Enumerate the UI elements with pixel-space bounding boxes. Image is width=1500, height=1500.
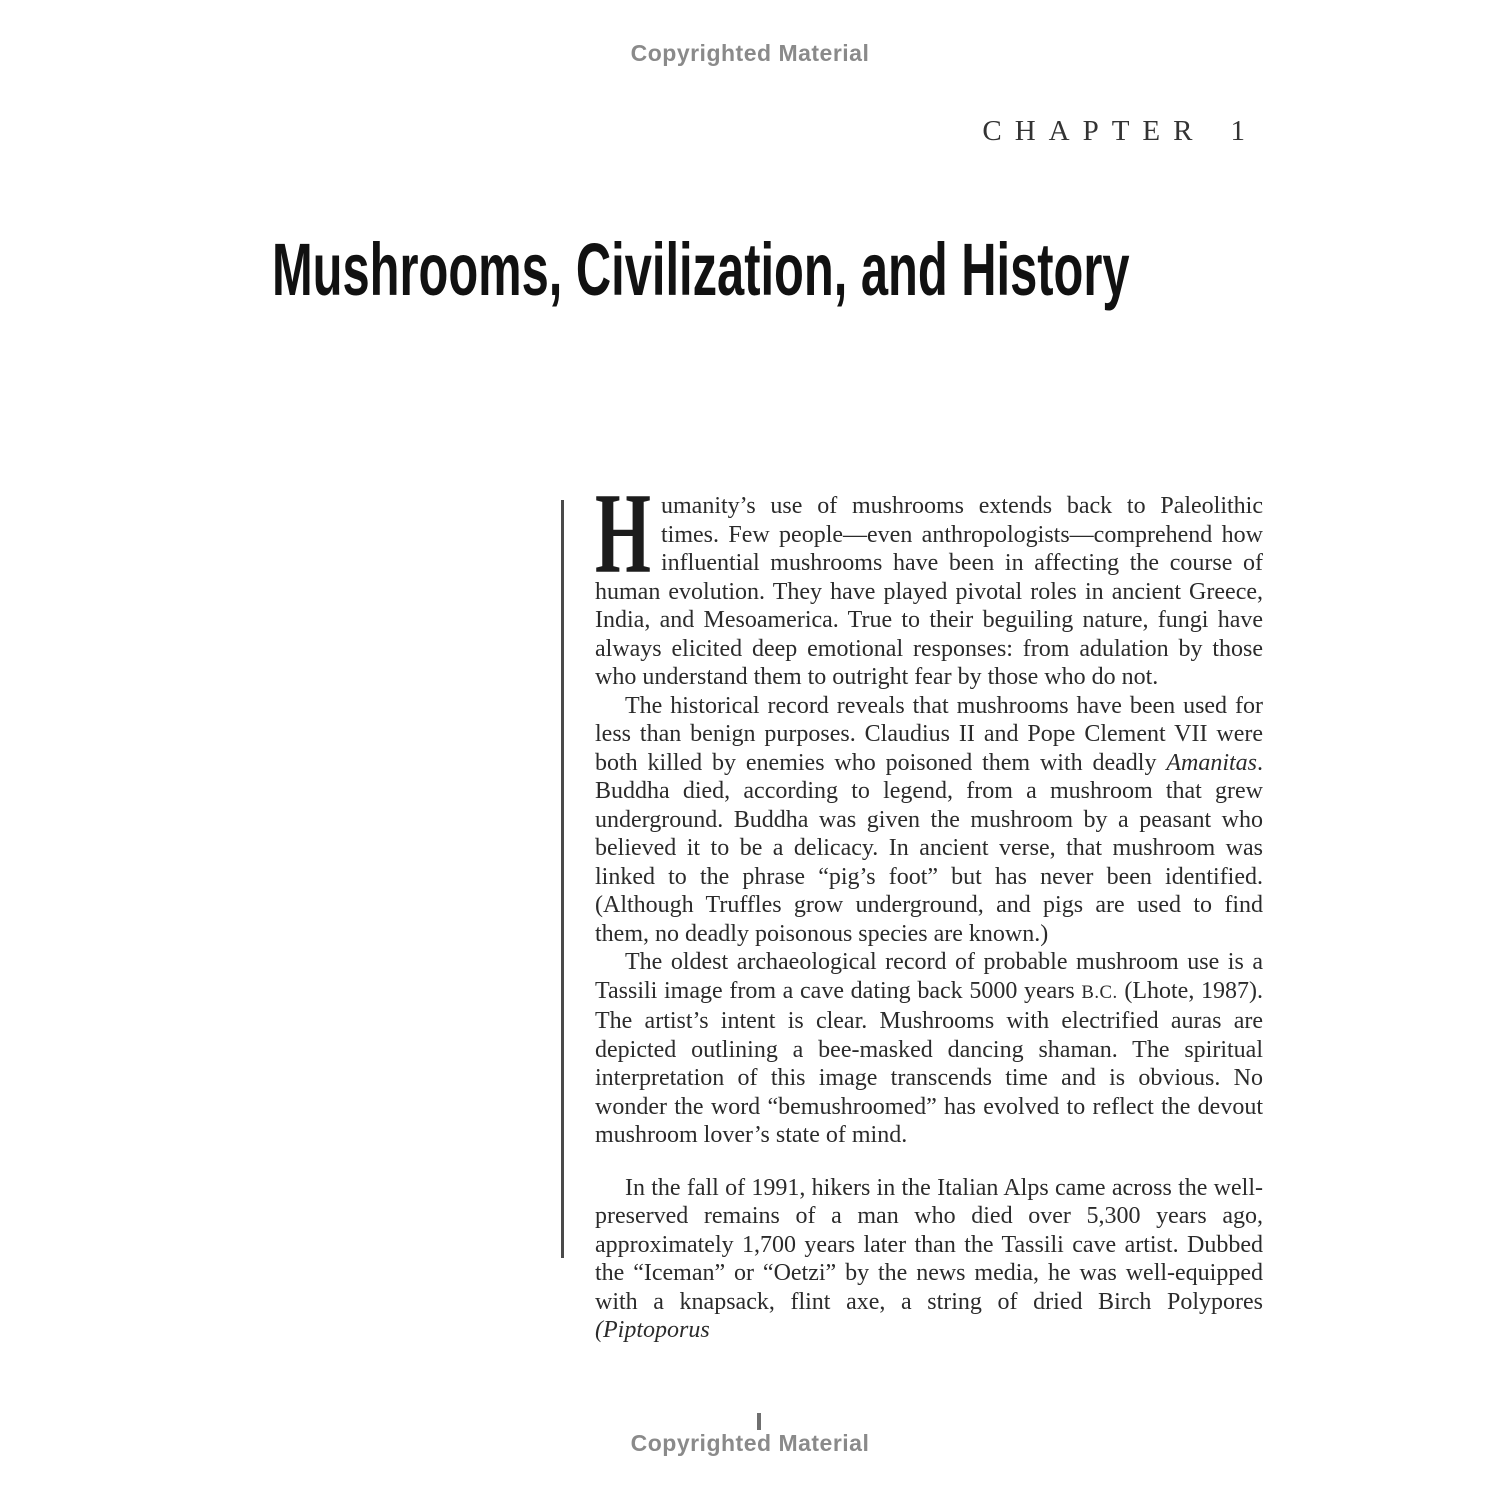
text-segment: In the fall of 1991, hikers in the Italian Alps came across the well-preserved remains of a man who died over 5,300 years ago, approximately 1,700 years later than the Tassili cave artist. Dubbed the “Iceman” or “Oetzi” by the news media, he was well-equipped with a knapsack, flint axe, a string of dried Birch Polypores <box>595 1174 1263 1315</box>
copyright-watermark-top: Copyrighted Material <box>630 40 870 66</box>
text-segment: B.C. <box>1081 981 1118 1003</box>
paragraph <box>595 692 1263 949</box>
paragraph <box>595 1174 1263 1345</box>
copyright-watermark-bottom: Copyrighted Material <box>630 1430 870 1456</box>
text-segment: . Buddha died, according to legend, from a mushroom that grew underground. Buddha was given the mushroom by a peasant who believed it to be a delicacy. In ancient verse, that mushroom was linked to the phrase “pig’s foot” but has never been identified. (Although Truffles grow underground, and pigs are used to find them, no deadly poisonous species are known.) <box>595 749 1263 947</box>
text-segment: umanity’s use of mushrooms extends back to Paleolithic times. Few people—even anthropologists—comprehend how influential mushrooms have been in affecting the course of human evolution. They have played pivotal roles in ancient Greece, India, and Mesoamerica. True to their beguiling nature, fungi have always elicited deep emotional responses: from adulation by those who understand them to outright fear by those who do not. <box>595 493 1263 690</box>
text-segment: Amanitas <box>1166 749 1257 776</box>
page-number-mark <box>757 1413 761 1430</box>
paragraph <box>595 948 1263 1150</box>
paragraph <box>595 470 1263 692</box>
chapter-label: CHAPTER <box>982 115 1206 147</box>
text-segment: (Piptoporus <box>595 1317 710 1343</box>
chapter-number: 1 <box>1230 115 1258 147</box>
page-title: Mushrooms, Civilization, and History <box>272 227 1130 311</box>
text-segment: The historical record reveals that mushrooms have been used for less than benign purposes. Claudius II and Pope Clement VII were both killed by enemies who poisoned them with deadly <box>595 692 1263 776</box>
body-text <box>595 470 1263 1345</box>
text-segment: The oldest archaeological record of probable mushroom use is a Tassili image from a cave dating back 5000 years <box>595 949 1263 1004</box>
text-segment: (Lhote, 1987). The artist’s intent is clear. Mushrooms with electrified auras are depicted outlining a bee-masked dancing shaman. The spiritual interpretation of this image transcends time and is obvious. No wonder the word “bemushroomed” has evolved to reflect the devout mushroom lover’s state of mind. <box>595 977 1263 1148</box>
left-vertical-rule <box>561 500 564 1258</box>
drop-cap: H <box>595 470 651 598</box>
chapter-heading <box>0 115 1258 148</box>
